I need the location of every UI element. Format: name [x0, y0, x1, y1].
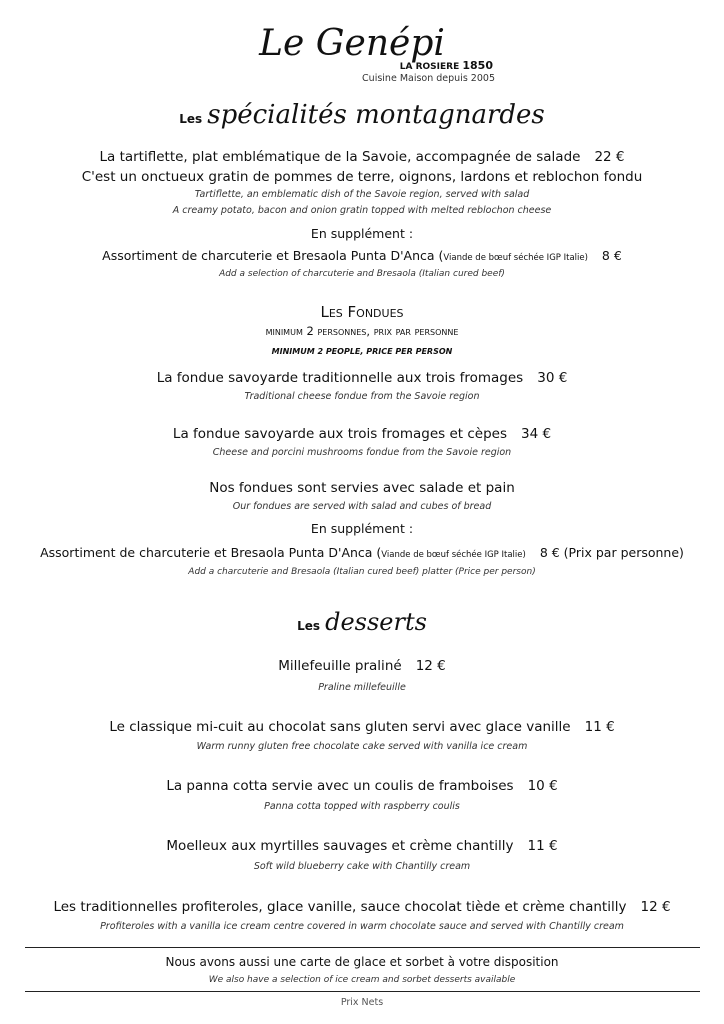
altitude: 1850: [462, 59, 493, 72]
section-heading-specialites: [0, 100, 724, 130]
item-name: La panna cotta servie avec un coulis de framboises: [166, 778, 514, 794]
item-name: Moelleux aux myrtilles sauvages et crème chantilly: [166, 838, 514, 854]
dessert-en: Profiteroles with a vanilla ice cream centre covered in warm chocolate sauce and served with Chantilly cream: [100, 921, 624, 932]
item-name: Les traditionnelles profiteroles, glace vanille, sauce chocolat tiède et crème chantilly: [53, 899, 627, 915]
divider: [25, 947, 700, 948]
supplement-label: En supplément :: [310, 226, 414, 241]
heading-prefix: Les: [297, 619, 320, 633]
divider: [25, 991, 700, 992]
item-price: 34 €: [521, 426, 552, 442]
item-name: La fondue savoyarde aux trois fromages et cèpes: [172, 426, 508, 442]
dessert-item: [0, 898, 724, 916]
supplement-label: En supplément :: [310, 521, 414, 536]
item-price: 30 €: [537, 370, 568, 386]
item-name: Assortiment de charcuterie et Bresaola Punta D'Anca (: [102, 248, 444, 263]
item-name: Millefeuille praliné: [278, 658, 402, 674]
supplement-item: [0, 544, 724, 564]
item-detail: Viande de bœuf séchée IGP Italie): [443, 253, 588, 263]
item-name: Assortiment de charcuterie et Bresaola Punta D'Anca (: [40, 545, 382, 560]
fondues-subheading-en: MINIMUM 2 PEOPLE, PRICE PER PERSON: [271, 347, 453, 356]
fondues-subheading: minimum 2 personnes, prix par personne: [265, 324, 459, 338]
dessert-en: Panna cotta topped with raspberry coulis: [264, 801, 460, 812]
supplement-item: [0, 247, 724, 267]
dessert-item: [0, 657, 724, 675]
item-name: La tartiflette, plat emblématique de la Savoie, accompagnée de salade: [99, 149, 581, 165]
dessert-en: Soft wild blueberry cake with Chantilly cream: [253, 861, 471, 872]
restaurant-logo: Le Genépi: [259, 23, 445, 64]
dessert-en: Praline millefeuille: [318, 682, 406, 693]
tartiflette-en-1: Tartiflette, an emblematic dish of the Savoie region, served with salad: [194, 189, 530, 200]
prix-nets: Prix Nets: [340, 997, 384, 1008]
dessert-en: Warm runny gluten free chocolate cake served with vanilla ice cream: [196, 741, 528, 752]
fondue-item: [0, 369, 724, 387]
supplement-en: Add a selection of charcuterie and Bresaola (Italian cured beef): [219, 269, 505, 279]
location-name: LA ROSIERE: [399, 62, 460, 72]
item-price: 8 € (Prix par personne): [539, 545, 684, 560]
heading-script: desserts: [325, 608, 427, 636]
item-detail: Viande de bœuf séchée IGP Italie): [381, 550, 526, 560]
supplement-en: Add a charcuterie and Bresaola (Italian cured beef) platter (Price per person): [188, 567, 536, 577]
item-price: 8 €: [601, 248, 622, 263]
item-name: La fondue savoyarde traditionnelle aux trois fromages: [156, 370, 524, 386]
fondue-item: [0, 425, 724, 443]
item-price: 12 €: [640, 899, 671, 915]
footer-note: Nous avons aussi une carte de glace et sorbet à votre disposition: [165, 955, 559, 969]
dessert-item: [0, 837, 724, 855]
location: [0, 59, 493, 72]
fondues-note: Nos fondues sont servies avec salade et pain: [209, 480, 515, 496]
footer-note-en: We also have a selection of ice cream and sorbet desserts available: [208, 975, 516, 985]
item-price: 10 €: [527, 778, 558, 794]
fondue-en: Traditional cheese fondue from the Savoie region: [244, 391, 480, 402]
tagline: Cuisine Maison depuis 2005: [362, 73, 495, 84]
item-price: 11 €: [527, 838, 558, 854]
section-heading-desserts: [0, 608, 724, 636]
item-name: Le classique mi-cuit au chocolat sans gluten servi avec glace vanille: [109, 719, 571, 735]
fondue-en: Cheese and porcini mushrooms fondue from the Savoie region: [212, 447, 512, 458]
tartiflette-item: [0, 148, 724, 166]
heading-prefix: Les: [179, 112, 203, 126]
heading-script: spécialités montagnardes: [207, 100, 545, 130]
item-price: 12 €: [415, 658, 446, 674]
tartiflette-en-2: A creamy potato, bacon and onion gratin topped with melted reblochon cheese: [172, 205, 552, 216]
dessert-item: [0, 777, 724, 795]
dessert-item: [0, 718, 724, 736]
item-price: 22 €: [594, 149, 625, 165]
item-price: 11 €: [584, 719, 615, 735]
fondues-note-en: Our fondues are served with salad and cubes of bread: [232, 501, 492, 512]
tartiflette-description: C'est un onctueux gratin de pommes de terre, oignons, lardons et reblochon fondu: [81, 169, 643, 185]
section-heading-fondues: Les Fondues: [320, 303, 404, 321]
